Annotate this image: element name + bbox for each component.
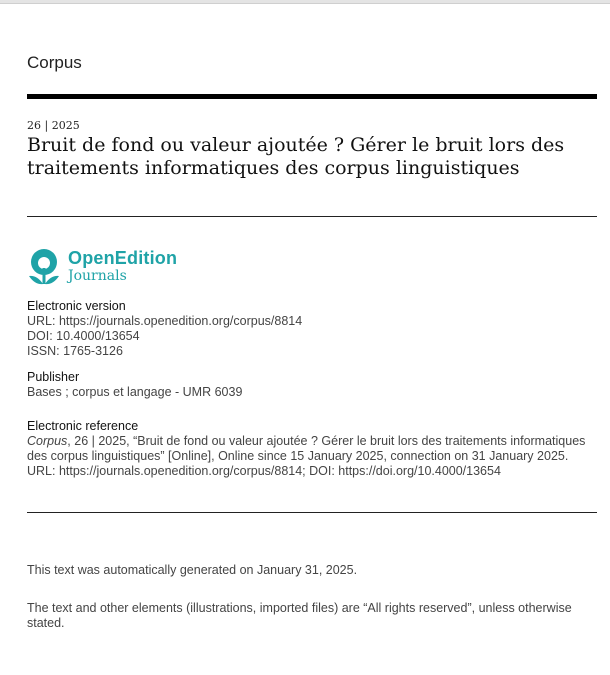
generated-note: This text was automatically generated on January 31, 2025.: [27, 563, 358, 577]
divider: [27, 216, 597, 217]
article-title: Bruit de fond ou valeur ajoutée ? Gérer le bruit lors des traitements informatiques des corpus linguistiques: [27, 134, 565, 179]
issue-number: 26 | 2025: [27, 119, 80, 132]
electronic-version-section: [27, 299, 597, 359]
electronic-reference-section: [27, 419, 597, 479]
openedition-logo-icon: [27, 248, 63, 288]
electronic-reference-heading: Electronic reference: [27, 419, 139, 433]
header-rule: [27, 94, 597, 99]
citation-body: , 26 | 2025, “Bruit de fond ou valeur ajoutée ? Gérer le bruit lors des traitements informatiques des corpus linguistiques” [Online], Online since 15 January 2025, connection on 31 January 2025. URL: https://journals.openedition.org/corpus/8814; DOI: https://doi.org/10.4000/13654: [27, 434, 586, 478]
logo-name: OpenEdition: [68, 248, 178, 268]
citation-text: [27, 434, 597, 479]
citation-journal: Corpus: [27, 434, 68, 448]
issn-text: ISSN: 1765-3126: [27, 344, 123, 358]
url-link[interactable]: URL: https://journals.openedition.org/corpus/8814: [27, 314, 303, 328]
publisher-section: [27, 370, 597, 400]
divider: [27, 512, 597, 513]
journal-name: Corpus: [27, 53, 82, 72]
openedition-journals-logo[interactable]: [27, 248, 187, 290]
logo-subtitle: Journals: [68, 268, 127, 284]
rights-note: The text and other elements (illustrations, imported files) are “All rights reserved”, unless otherwise stated.: [27, 601, 572, 630]
publisher-heading: Publisher: [27, 370, 80, 384]
doi-text: DOI: 10.4000/13654: [27, 329, 140, 343]
publisher-name: Bases ; corpus et langage - UMR 6039: [27, 385, 243, 399]
top-border: [0, 0, 610, 4]
electronic-version-heading: Electronic version: [27, 299, 126, 313]
